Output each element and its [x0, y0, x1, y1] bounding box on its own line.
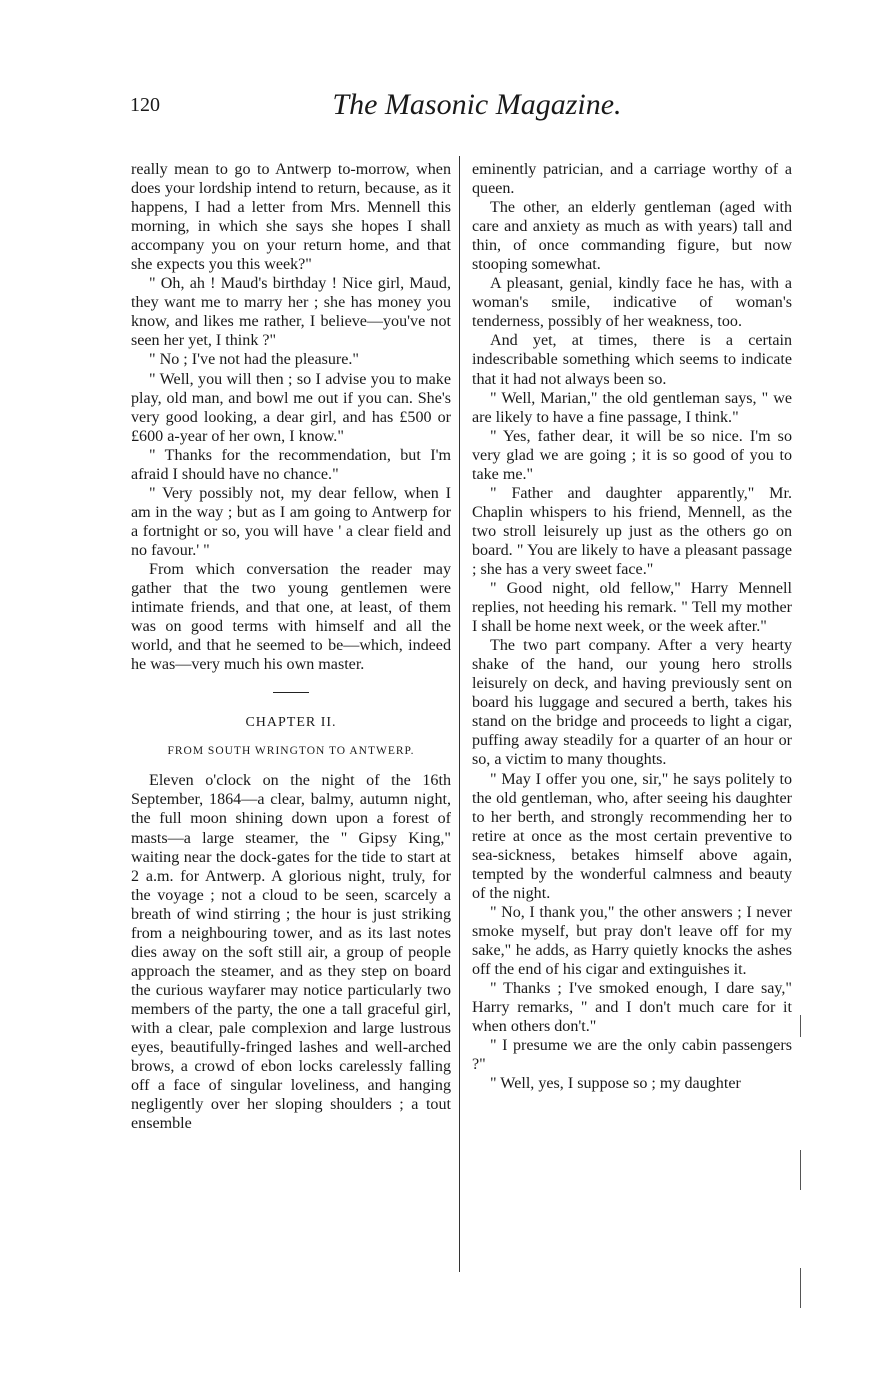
paragraph: really mean to go to Antwerp to-morrow, when does your lordship intend to return, because, as it happens, I had a letter from Mrs. Mennell this morning, in which she says she hopes I shall accompany you on your return home, and that she expects you this week?" — [131, 161, 451, 274]
margin-mark — [800, 1015, 801, 1037]
paragraph: eminently patrician, and a carriage worthy of a queen. — [472, 161, 792, 198]
paragraph: " Thanks for the recommendation, but I'm afraid I should have no chance." — [131, 446, 451, 483]
paragraph: " No, I thank you," the other answers ; I never smoke myself, but pray don't leave off for my sake," he adds, as Harry quietly knocks the ashes off the end of his cigar and extinguishes it. — [472, 903, 792, 978]
margin-mark — [800, 1150, 801, 1190]
chapter-subtitle: FROM SOUTH WRINGTON TO ANTWERP. — [167, 745, 415, 758]
paragraph: " Yes, father dear, it will be so nice. I'm so very glad we are going ; it is so good of you to take me." — [472, 427, 792, 483]
right-column — [472, 160, 792, 1093]
paragraph: The other, an elderly gentleman (aged with care and anxiety as much as with years) tall and thin, of once commanding figure, but now stooping somewhat. — [472, 199, 792, 274]
paragraph: " Well, you will then ; so I advise you to make play, old man, and bowl me out if you can. She's very good looking, a dear girl, and has £500 or £600 a-year of her own, I know." — [131, 370, 451, 445]
column-divider — [459, 156, 460, 1272]
page-header — [0, 88, 894, 134]
paragraph: " Very possibly not, my dear fellow, when I am in the way ; but as I am going to Antwerp for a fortnight or so, you will have ' a clear field and no favour.' " — [131, 484, 451, 559]
left-column — [131, 160, 451, 1133]
paragraph: And yet, at times, there is a certain indescribable something which seems to indicate that it had not always been so. — [472, 332, 792, 388]
paragraph: " Oh, ah ! Maud's birthday ! Nice girl, Maud, they want me to marry her ; she has money you know, and likes me rather, I believe—you've not seen her yet, I think ?" — [131, 275, 451, 350]
paragraph: Eleven o'clock on the night of the 16th September, 1864—a clear, balmy, autumn night, the full moon shining down upon a forest of masts—a large steamer, the " Gipsy King," waiting near the dock-gates for the tide to start at 2 a.m. for Antwerp. A glorious night, truly, for the voyage ; not a cloud to be seen, scarcely a breath of wind stirring ; the hour is just striking from a neighbouring tower, and as its last notes dies away on the soft still air, a group of people approach the steamer, and as they step on board the curious wayfarer may notice particularly two members of the party, the one a tall graceful girl, with a clear, pale complexion and large lustrous eyes, beautifully-fringed lashes and well-arched brows, a crowd of ebon locks carelessly falling off a face of singular loveliness, and hanging negligently over her sloping shoulders ; a tout ensemble — [131, 772, 451, 1133]
paragraph: " Well, Marian," the old gentleman says, " we are likely to have a fine passage, I think." — [472, 389, 792, 426]
paragraph: " Thanks ; I've smoked enough, I dare say," Harry remarks, " and I don't much care for it when others don't." — [472, 980, 792, 1036]
paragraph: " No ; I've not had the pleasure." — [149, 351, 359, 369]
running-title: The Masonic Magazine. — [332, 88, 622, 121]
chapter-heading: CHAPTER II. — [245, 715, 337, 731]
page-number: 120 — [130, 94, 160, 116]
section-divider — [273, 692, 309, 693]
paragraph: " Good night, old fellow," Harry Mennell replies, not heeding his remark. " Tell my mother I shall be home next week, or the week after." — [472, 580, 792, 636]
paragraph: " Well, yes, I suppose so ; my daughter — [490, 1075, 741, 1093]
paragraph: A pleasant, genial, kindly face he has, with a woman's smile, indicative of woman's tenderness, possibly of her weakness, too. — [472, 275, 792, 331]
paragraph: The two part company. After a very hearty shake of the hand, our young hero strolls leisurely on deck, and having previously sent on board his luggage and secured a berth, takes his stand on the bridge and proceeds to light a cigar, puffing away steadily for a quarter of an hour or so, a victim to many thoughts. — [472, 637, 792, 769]
paragraph: " Father and daughter apparently," Mr. Chaplin whispers to his friend, Mennell, as the two stroll leisurely up just as the others go on board. " You are likely to have a pleasant passage ; she has a very sweet face." — [472, 484, 792, 578]
margin-mark — [800, 1268, 801, 1308]
paragraph: From which conversation the reader may gather that the two young gentlemen were intimate friends, and that one, at least, of them was on good terms with himself and all the world, and that he seemed to be—which, indeed he was—very much his own master. — [131, 560, 451, 674]
paragraph: " I presume we are the only cabin passengers ?" — [472, 1037, 792, 1074]
paragraph: " May I offer you one, sir," he says politely to the old gentleman, who, after seeing his daughter to her berth, and strongly recommending her to retire at once as the most certain preventive to sea-sickness, betakes himself above again, tempted by the wonderful calmness and beauty of the night. — [472, 770, 792, 902]
